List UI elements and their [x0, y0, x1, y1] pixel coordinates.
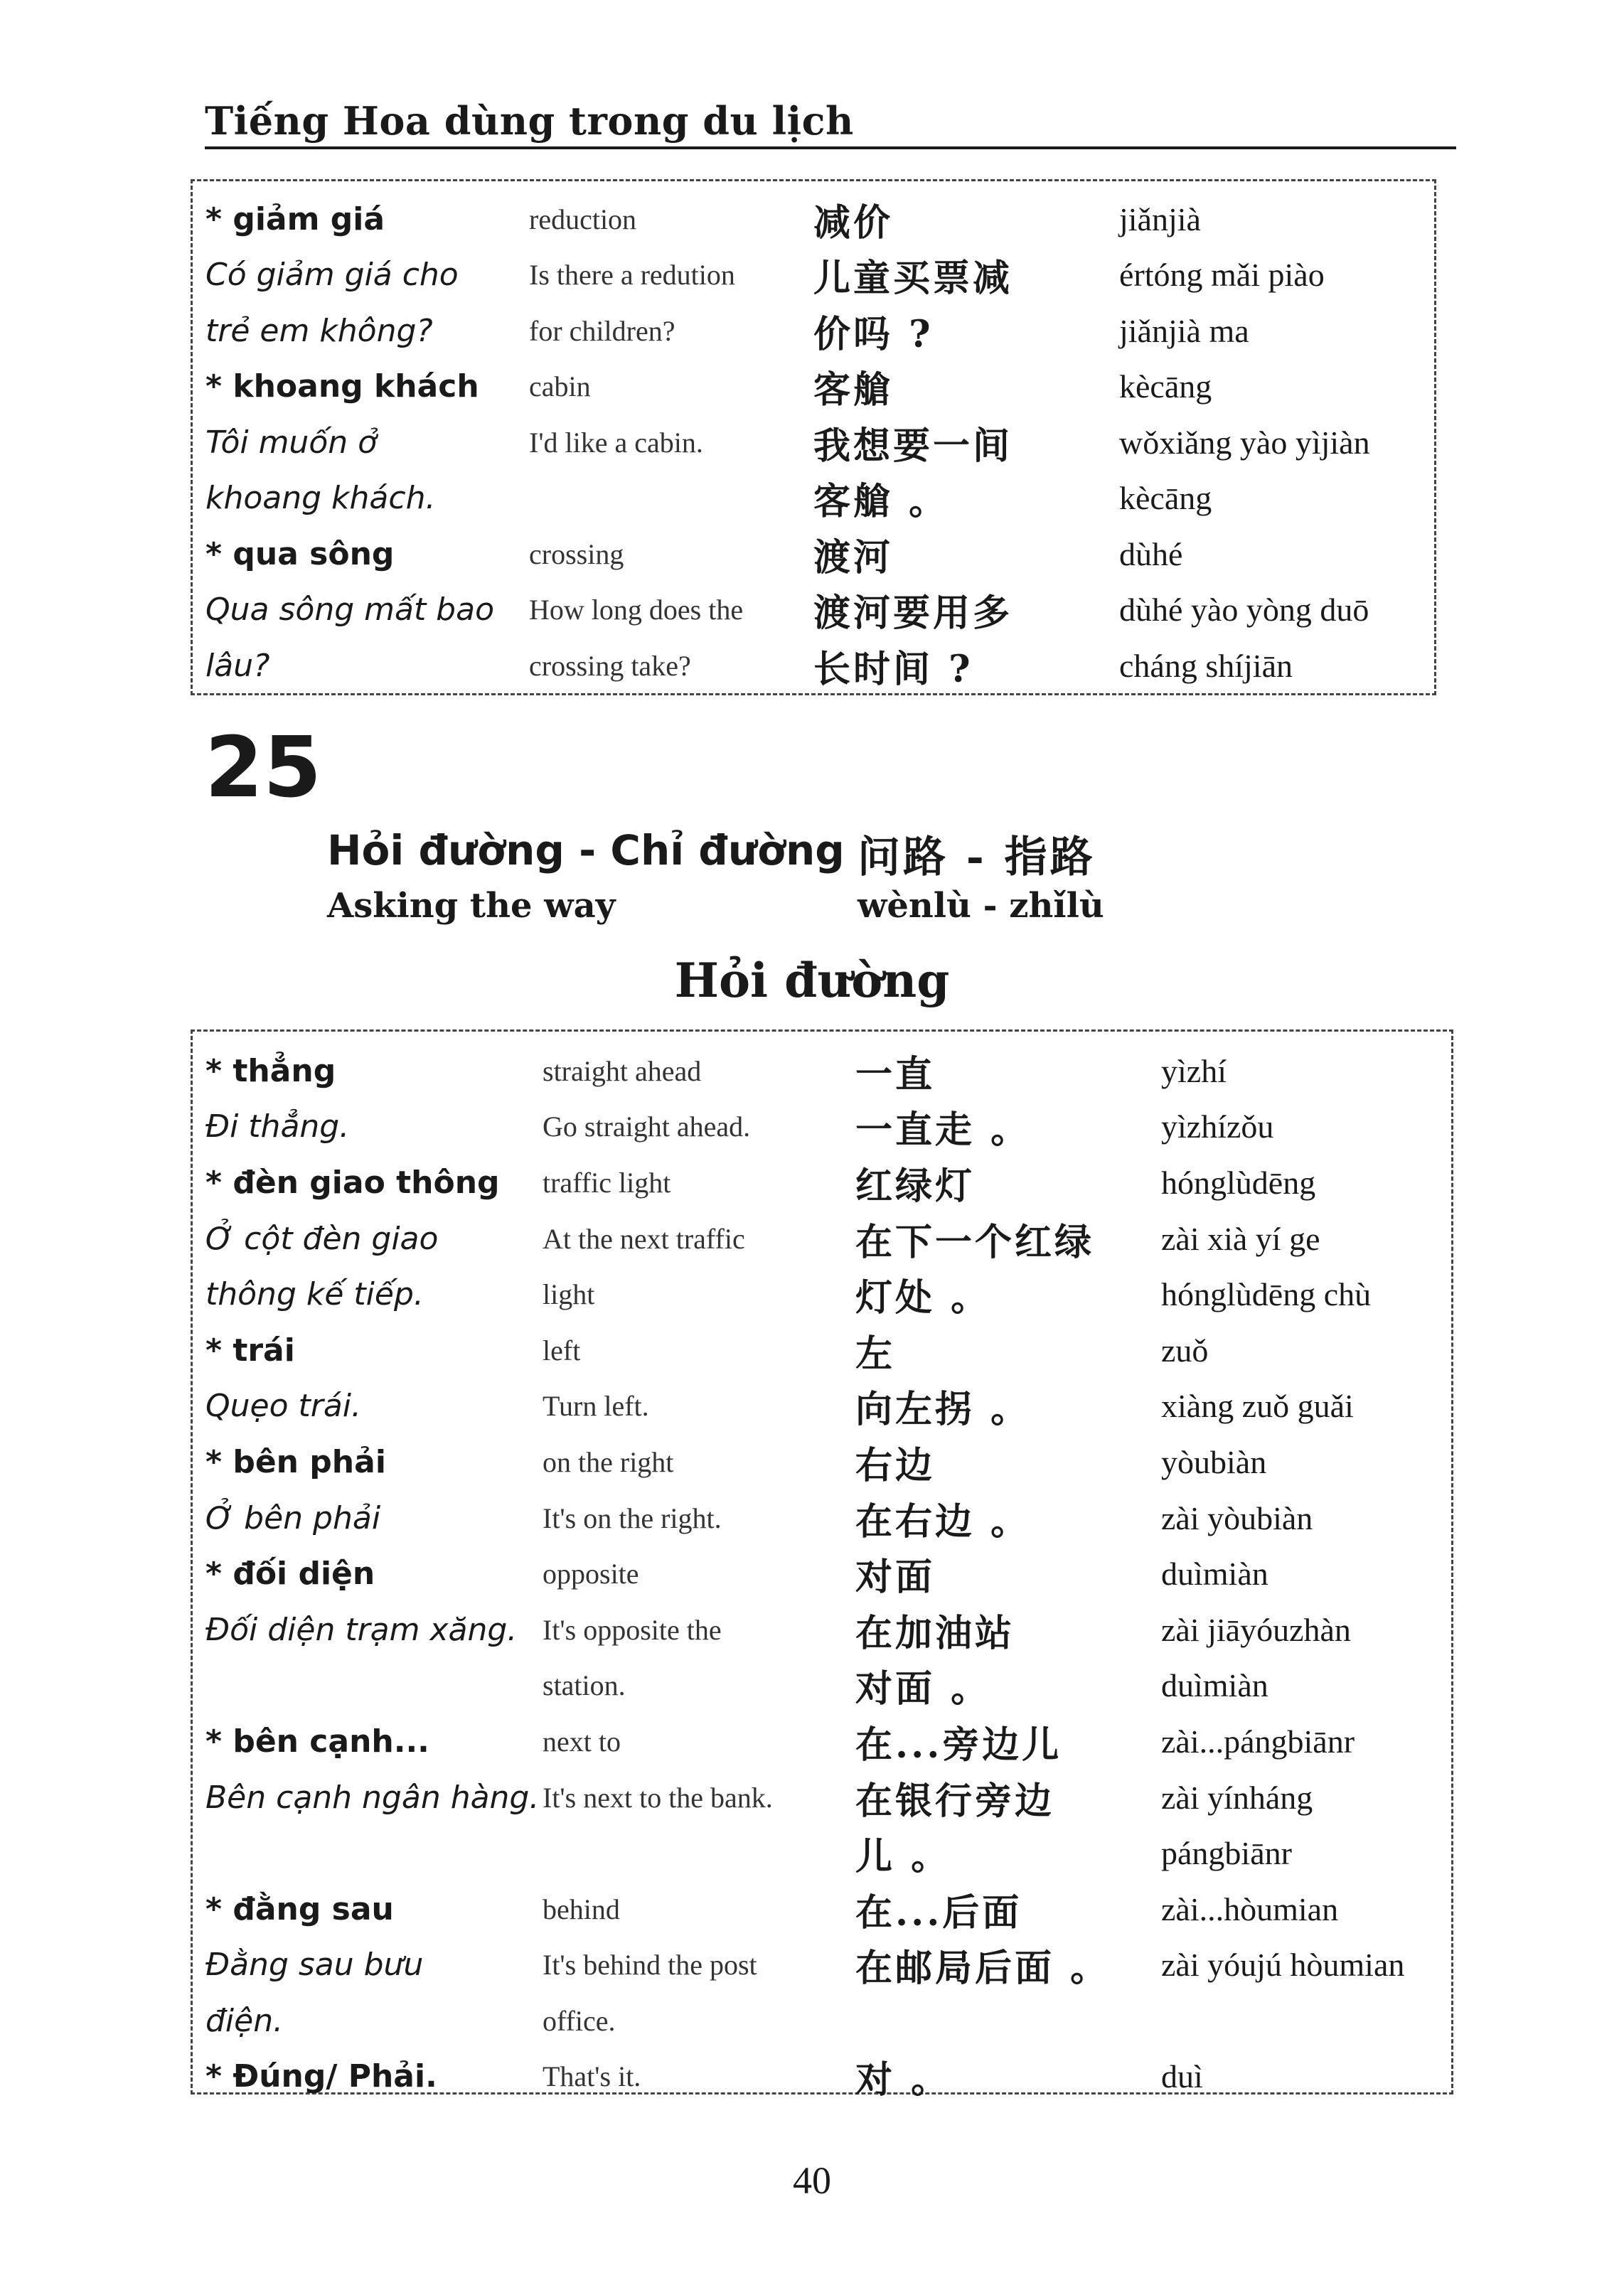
pinyin-cell: kècāng: [1119, 368, 1212, 405]
chinese-cell: 在...后面: [855, 1890, 1022, 1935]
table-row: [193, 1379, 1451, 1435]
pinyin-cell: jiǎnjià ma: [1119, 312, 1249, 349]
pinyin-cell: zài yòubiàn: [1161, 1499, 1313, 1536]
chinese-cell: 渡河要用多: [813, 592, 1013, 636]
vietnamese-cell: trẻ em không?: [205, 312, 433, 349]
pinyin-cell: zài yínháng: [1161, 1779, 1313, 1816]
running-header: Tiếng Hoa dùng trong du lịch: [205, 98, 854, 144]
table-row: [193, 247, 1434, 304]
chinese-cell: 在下一个红绿: [855, 1220, 1095, 1264]
lesson-title-english: Asking the way: [327, 886, 616, 926]
pinyin-cell: zài xià yí ge: [1161, 1220, 1320, 1257]
pinyin-cell: jiǎnjià: [1119, 200, 1201, 237]
vietnamese-cell: * trái: [205, 1332, 295, 1369]
vietnamese-cell: khoang khách.: [205, 480, 436, 517]
chinese-cell: 价吗 ?: [813, 312, 934, 356]
english-cell: reduction: [529, 203, 637, 235]
table-row: [193, 414, 1434, 471]
header-rule: [205, 146, 1456, 149]
table-row: [193, 1881, 1451, 1937]
chinese-cell: 我想要一间: [813, 424, 1013, 468]
english-cell: light: [543, 1278, 595, 1311]
vietnamese-cell: * giảm giá: [205, 200, 385, 237]
pinyin-cell: értóng mǎi piào: [1119, 257, 1325, 294]
english-cell: on the right: [543, 1445, 674, 1478]
english-cell: cabin: [529, 370, 591, 403]
page-number: 40: [793, 2159, 831, 2202]
lesson-number: 25: [205, 718, 322, 816]
table-row: [193, 1602, 1451, 1658]
english-cell: It's behind the post: [543, 1949, 757, 1981]
chinese-cell: 儿 。: [855, 1835, 951, 1879]
chinese-cell: 一直: [855, 1052, 936, 1096]
vietnamese-cell: Ở bên phải: [205, 1499, 381, 1536]
pinyin-cell: pángbiānr: [1161, 1835, 1292, 1872]
section-heading: Hỏi đường: [674, 953, 950, 1008]
table-row: [193, 1434, 1451, 1490]
pinyin-cell: dùhé yào yòng duō: [1119, 592, 1369, 628]
chinese-cell: 儿童买票减: [813, 257, 1013, 301]
pinyin-cell: wǒxiǎng yào yìjiàn: [1119, 424, 1370, 461]
table-row: [193, 1211, 1451, 1267]
lesson-title-vietnamese: Hỏi đường - Chỉ đường: [327, 826, 845, 874]
chinese-cell: 减价: [813, 200, 894, 245]
chinese-cell: 灯处 。: [855, 1276, 991, 1320]
english-cell: It's on the right.: [543, 1502, 722, 1534]
english-cell: behind: [543, 1893, 620, 1925]
pinyin-cell: xiàng zuǒ guǎi: [1161, 1388, 1354, 1425]
chinese-cell: 长时间 ?: [813, 647, 973, 691]
vietnamese-cell: * đằng sau: [205, 1890, 394, 1927]
pinyin-cell: duì: [1161, 2058, 1203, 2095]
vietnamese-cell: Bên cạnh ngân hàng.: [205, 1779, 540, 1816]
english-cell: station.: [543, 1669, 626, 1702]
vietnamese-cell: lâu?: [205, 647, 270, 684]
vietnamese-cell: * khoang khách: [205, 368, 479, 405]
pinyin-cell: hónglùdēng chù: [1161, 1276, 1372, 1313]
pinyin-cell: zài...pángbiānr: [1161, 1723, 1355, 1760]
pinyin-cell: cháng shíjiān: [1119, 647, 1293, 684]
english-cell: Turn left.: [543, 1390, 649, 1423]
table-row: [193, 1322, 1451, 1379]
table-row: [193, 1266, 1451, 1322]
table-row: [193, 2049, 1451, 2105]
table-row: [193, 582, 1434, 638]
chinese-cell: 一直走 。: [855, 1108, 1031, 1152]
english-cell: It's opposite the: [543, 1613, 722, 1646]
chinese-cell: 向左拐 。: [855, 1388, 1031, 1432]
vietnamese-cell: * đối diện: [205, 1556, 375, 1593]
chinese-cell: 在右边 。: [855, 1499, 1031, 1544]
lesson-title-pinyin: wènlù - zhǐlù: [858, 886, 1104, 926]
english-cell: At the next traffic: [543, 1222, 745, 1255]
vietnamese-cell: điện.: [205, 2002, 284, 2039]
vietnamese-cell: Có giảm giá cho: [205, 257, 459, 294]
english-cell: traffic light: [543, 1166, 671, 1199]
table-row: [193, 1825, 1451, 1881]
pinyin-cell: duìmiàn: [1161, 1556, 1268, 1593]
chinese-cell: 客艙: [813, 368, 894, 412]
english-cell: crossing: [529, 537, 624, 570]
table-row: [193, 1713, 1451, 1770]
table-row: [193, 1490, 1451, 1546]
english-cell: How long does the: [529, 594, 744, 626]
table-row: [193, 359, 1434, 415]
table-row: [193, 303, 1434, 359]
vietnamese-cell: * qua sông: [205, 535, 395, 572]
chinese-cell: 客艙 。: [813, 480, 949, 524]
table-row: [193, 471, 1434, 527]
english-cell: for children?: [529, 314, 675, 347]
chinese-cell: 左: [855, 1332, 896, 1376]
vietnamese-cell: Quẹo trái.: [205, 1388, 362, 1425]
chinese-cell: 红绿灯: [855, 1164, 976, 1208]
english-cell: opposite: [543, 1558, 639, 1590]
vietnamese-cell: * thẳng: [205, 1052, 336, 1089]
english-cell: It's next to the bank.: [543, 1781, 773, 1814]
table-row: [193, 1937, 1451, 1994]
vietnamese-cell: Đối diện trạm xăng.: [205, 1611, 518, 1648]
english-cell: crossing take?: [529, 649, 691, 682]
english-cell: next to: [543, 1725, 621, 1758]
pinyin-cell: dùhé: [1119, 535, 1183, 572]
table-row: [193, 1993, 1451, 2049]
table-row: [193, 1099, 1451, 1155]
pinyin-cell: duìmiàn: [1161, 1667, 1268, 1704]
english-cell: That's it.: [543, 2060, 641, 2093]
chinese-cell: 在银行旁边: [855, 1779, 1055, 1823]
vietnamese-cell: * bên phải: [205, 1443, 386, 1480]
chinese-cell: 对面 。: [855, 1667, 991, 1711]
pinyin-cell: zuǒ: [1161, 1332, 1209, 1369]
english-cell: Is there a redution: [529, 259, 735, 291]
chinese-cell: 在...旁边儿: [855, 1723, 1062, 1767]
vocabulary-table-top: [191, 179, 1436, 695]
vietnamese-cell: Tôi muốn ở: [205, 424, 378, 461]
vietnamese-cell: Qua sông mất bao: [205, 592, 494, 628]
pinyin-cell: zài jiāyóuzhàn: [1161, 1611, 1351, 1648]
chinese-cell: 在邮局后面 。: [855, 1947, 1111, 1991]
vietnamese-cell: * bên cạnh...: [205, 1723, 429, 1760]
vietnamese-cell: * đèn giao thông: [205, 1164, 500, 1201]
table-row: [193, 1043, 1451, 1099]
english-cell: left: [543, 1334, 581, 1366]
table-row: [193, 638, 1434, 694]
pinyin-cell: hónglùdēng: [1161, 1164, 1316, 1201]
table-row: [193, 1658, 1451, 1714]
english-cell: I'd like a cabin.: [529, 426, 703, 459]
chinese-cell: 对面: [855, 1556, 936, 1600]
table-row: [193, 526, 1434, 582]
vietnamese-cell: Đi thẳng.: [205, 1108, 350, 1145]
vietnamese-cell: Đằng sau bưu: [205, 1947, 424, 1984]
pinyin-cell: yòubiàn: [1161, 1443, 1267, 1480]
lesson-title-chinese: 问路 - 指路: [858, 833, 1096, 882]
english-cell: Go straight ahead.: [543, 1111, 751, 1143]
english-cell: straight ahead: [543, 1054, 702, 1087]
pinyin-cell: kècāng: [1119, 480, 1212, 517]
table-row: [193, 1546, 1451, 1602]
pinyin-cell: yìzhízǒu: [1161, 1108, 1274, 1145]
vietnamese-cell: Ở cột đèn giao: [205, 1220, 439, 1257]
english-cell: office.: [543, 2004, 616, 2037]
pinyin-cell: yìzhí: [1161, 1052, 1227, 1089]
vietnamese-cell: * Đúng/ Phải.: [205, 2058, 437, 2095]
vietnamese-cell: thông kế tiếp.: [205, 1276, 424, 1313]
table-row: [193, 191, 1434, 247]
pinyin-cell: zài yóujú hòumian: [1161, 1947, 1405, 1984]
vocabulary-table-bottom: [191, 1029, 1453, 2102]
chinese-cell: 右边: [855, 1443, 936, 1487]
table-row: [193, 1770, 1451, 1826]
chinese-cell: 对 。: [855, 2058, 951, 2102]
chinese-cell: 渡河: [813, 535, 894, 579]
chinese-cell: 在加油站: [855, 1611, 1015, 1655]
table-row: [193, 1155, 1451, 1211]
pinyin-cell: zài...hòumian: [1161, 1890, 1339, 1927]
